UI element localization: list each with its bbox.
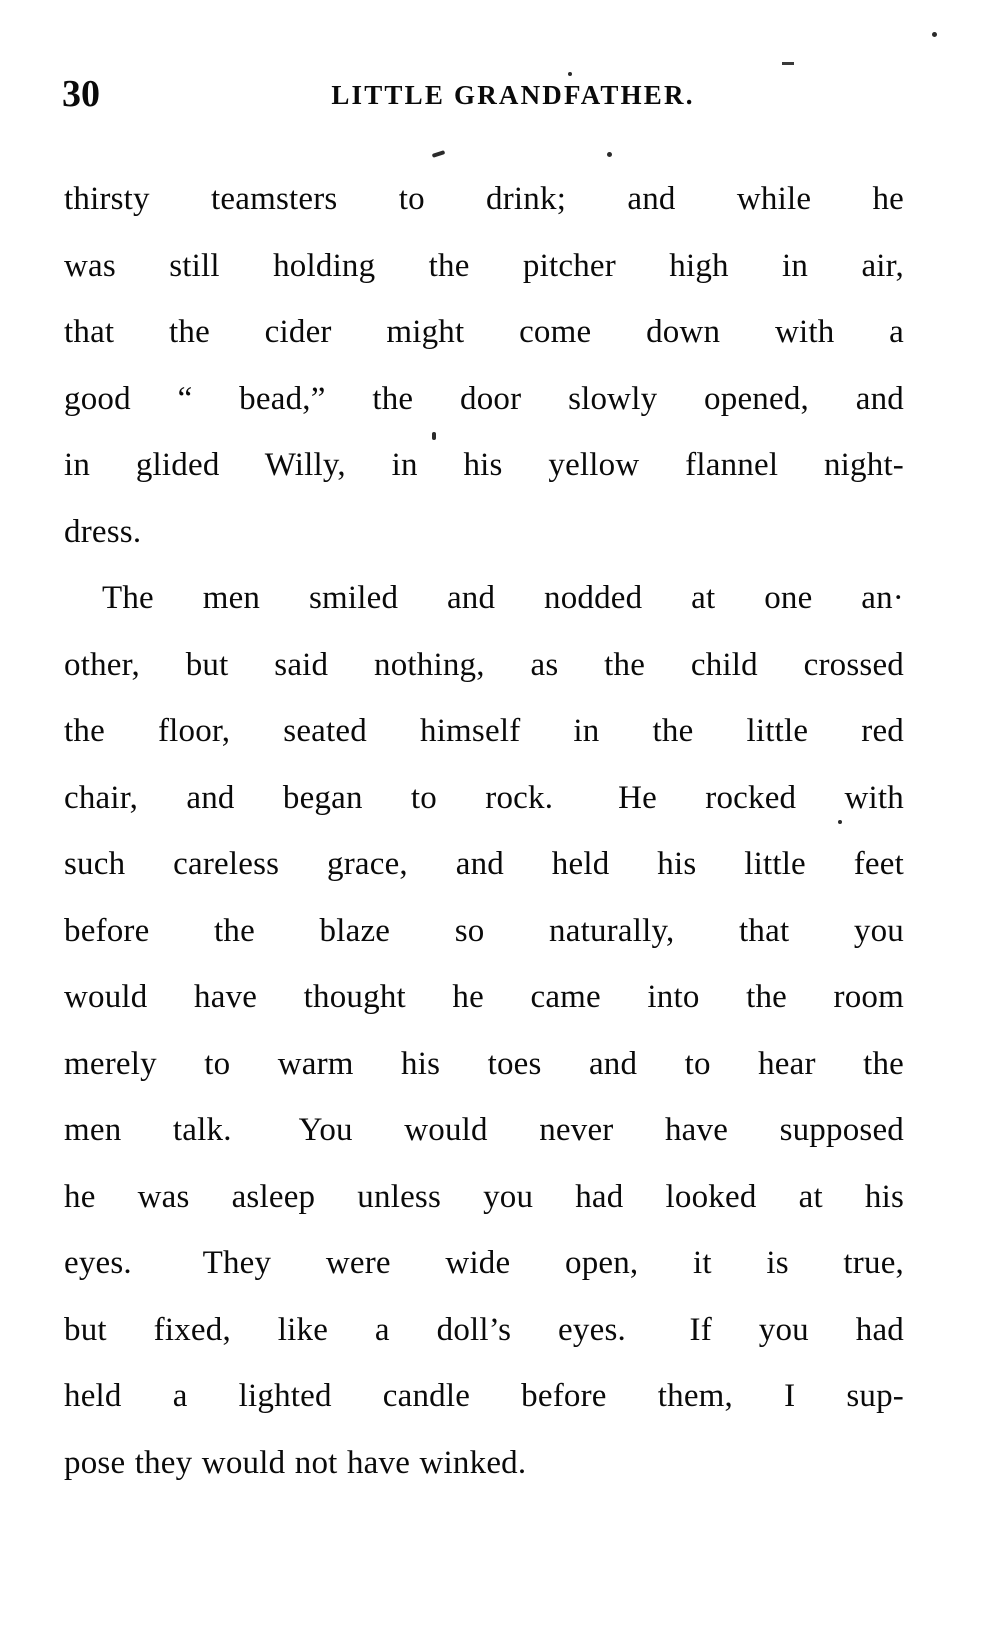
- line: chair, and began to rock. He rocked with: [64, 779, 904, 816]
- line: men talk. You would never have supposed: [64, 1112, 904, 1148]
- line: such careless grace, and held his little feet: [64, 846, 904, 882]
- paragraph-1: [64, 166, 904, 565]
- line: that the cider might come down with a: [64, 314, 904, 350]
- line: thirsty teamsters to drink; and while he: [64, 181, 904, 217]
- line: other, but said nothing, as the child crossed: [64, 646, 904, 683]
- line: but fixed, like a doll’s eyes. If you had: [64, 1311, 904, 1348]
- line: good “ bead,” the door slowly opened, and: [64, 380, 904, 417]
- line: the floor, seated himself in the little red: [64, 713, 904, 749]
- line: merely to warm his toes and to hear the: [64, 1045, 904, 1082]
- line: before the blaze so naturally, that you: [64, 912, 904, 949]
- line: was still holding the pitcher high in air,: [64, 247, 904, 284]
- line: would have thought he came into the room: [64, 979, 904, 1015]
- page-speck: [932, 32, 937, 37]
- page-number: 30: [62, 73, 100, 115]
- page-tick: [782, 62, 794, 65]
- body-text: [64, 166, 904, 1496]
- line: The men smiled and nodded at one an·: [102, 580, 904, 616]
- line: held a lighted candle before them, I sup-: [64, 1378, 904, 1414]
- line: in glided Willy, in his yellow flannel night-: [64, 447, 904, 483]
- line: dress.: [64, 513, 142, 550]
- line: pose they would not have winked.: [64, 1444, 527, 1481]
- paragraph-2: [64, 565, 904, 1496]
- running-head: LITTLE GRANDFATHER.: [331, 80, 695, 110]
- page-header: [62, 74, 934, 114]
- line: he was asleep unless you had looked at his: [64, 1178, 904, 1215]
- page-speck: [432, 150, 446, 158]
- page-speck: [607, 152, 612, 157]
- line: eyes. They were wide open, it is true,: [64, 1245, 904, 1281]
